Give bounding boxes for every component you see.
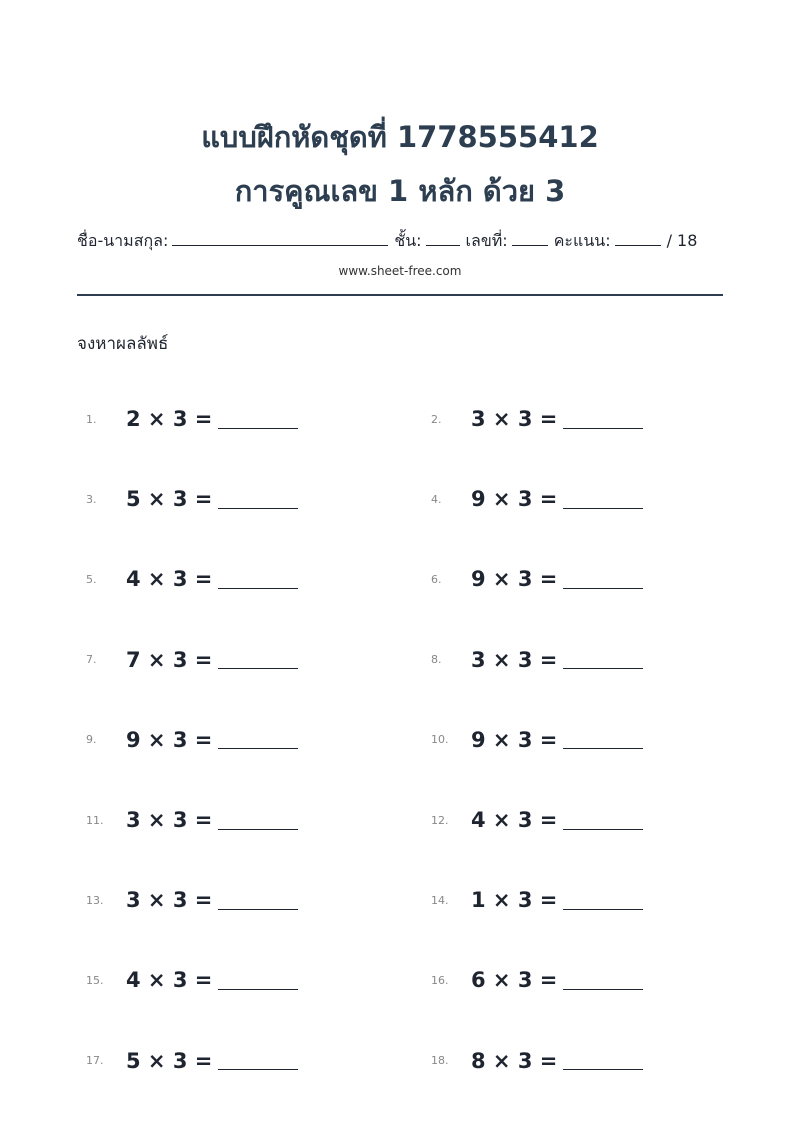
problem-number: 7.: [86, 653, 97, 667]
number-label: เลขที่:: [465, 231, 508, 250]
problem-expression: 9 × 3 =: [471, 487, 558, 512]
problem-expression: 7 × 3 =: [126, 647, 213, 672]
problem-item: [86, 725, 298, 755]
problem-item: [86, 484, 298, 514]
answer-blank[interactable]: [218, 730, 298, 749]
problem-item: [86, 404, 298, 434]
problem-number: 3.: [86, 492, 97, 506]
problem-expression: 5 × 3 =: [126, 487, 213, 512]
problem-item: [86, 805, 298, 835]
instruction-text: จงหาผลลัพธ์: [77, 334, 169, 354]
answer-blank[interactable]: [218, 811, 298, 830]
answer-blank[interactable]: [218, 971, 298, 990]
score-label: คะแนน:: [553, 231, 611, 250]
answer-blank[interactable]: [563, 410, 643, 429]
problem-item: [86, 645, 298, 675]
problem-item: [86, 965, 298, 995]
problem-number: 11.: [86, 813, 104, 827]
worksheet-subtitle: การคูณเลข 1 หลัก ด้วย 3: [234, 174, 566, 208]
answer-blank[interactable]: [563, 811, 643, 830]
problem-expression: 8 × 3 =: [471, 1048, 558, 1073]
score-total: / 18: [666, 231, 698, 250]
problem-item: [431, 725, 643, 755]
answer-blank[interactable]: [563, 971, 643, 990]
problem-number: 17.: [86, 1054, 104, 1068]
answer-blank[interactable]: [563, 490, 643, 509]
problem-number: 18.: [431, 1054, 449, 1068]
problem-number: 4.: [431, 492, 442, 506]
problem-expression: 6 × 3 =: [471, 968, 558, 993]
problem-item: [431, 1046, 643, 1076]
problem-number: 13.: [86, 893, 104, 907]
answer-blank[interactable]: [218, 891, 298, 910]
problem-expression: 5 × 3 =: [126, 1048, 213, 1073]
worksheet-title: แบบฝึกหัดชุดที่ 1778555412: [201, 120, 599, 154]
problem-expression: 4 × 3 =: [471, 808, 558, 832]
answer-blank[interactable]: [563, 650, 643, 669]
problem-expression: 2 × 3 =: [126, 407, 213, 431]
answer-blank[interactable]: [563, 730, 643, 749]
problem-expression: 3 × 3 =: [471, 407, 558, 431]
problem-expression: 9 × 3 =: [471, 727, 558, 752]
problem-expression: 3 × 3 =: [126, 888, 213, 913]
problem-number: 15.: [86, 973, 104, 987]
problem-number: 12.: [431, 813, 449, 827]
website-url: www.sheet-free.com: [338, 264, 462, 278]
problem-item: [431, 404, 643, 434]
answer-blank[interactable]: [563, 891, 643, 910]
problem-item: [431, 965, 643, 995]
problem-item: [431, 645, 643, 675]
problem-number: 9.: [86, 733, 97, 747]
problem-number: 6.: [431, 572, 442, 586]
problem-item: [431, 564, 643, 594]
problem-number: 5.: [86, 572, 97, 586]
answer-blank[interactable]: [563, 1051, 643, 1070]
problem-item: [431, 805, 643, 835]
problem-item: [86, 885, 298, 915]
problem-expression: 9 × 3 =: [471, 567, 558, 592]
problem-expression: 3 × 3 =: [471, 647, 558, 672]
answer-blank[interactable]: [218, 570, 298, 589]
problem-number: 2.: [431, 412, 442, 426]
answer-blank[interactable]: [563, 570, 643, 589]
problem-item: [431, 484, 643, 514]
problem-expression: 4 × 3 =: [126, 968, 213, 993]
problem-number: 8.: [431, 653, 442, 667]
answer-blank[interactable]: [218, 410, 298, 429]
problem-item: [86, 1046, 298, 1076]
answer-blank[interactable]: [218, 490, 298, 509]
problem-expression: 9 × 3 =: [126, 727, 213, 752]
answer-blank[interactable]: [218, 650, 298, 669]
problem-number: 1.: [86, 412, 97, 426]
answer-blank[interactable]: [218, 1051, 298, 1070]
problem-expression: 3 × 3 =: [126, 808, 213, 832]
problem-number: 10.: [431, 733, 449, 747]
problem-number: 16.: [431, 973, 449, 987]
class-label: ชั้น:: [394, 231, 422, 250]
name-label: ชื่อ-นามสกุล:: [77, 231, 169, 250]
problem-expression: 4 × 3 =: [126, 567, 213, 592]
problem-expression: 1 × 3 =: [471, 888, 558, 913]
problem-item: [431, 885, 643, 915]
problem-number: 14.: [431, 893, 449, 907]
problem-item: [86, 564, 298, 594]
